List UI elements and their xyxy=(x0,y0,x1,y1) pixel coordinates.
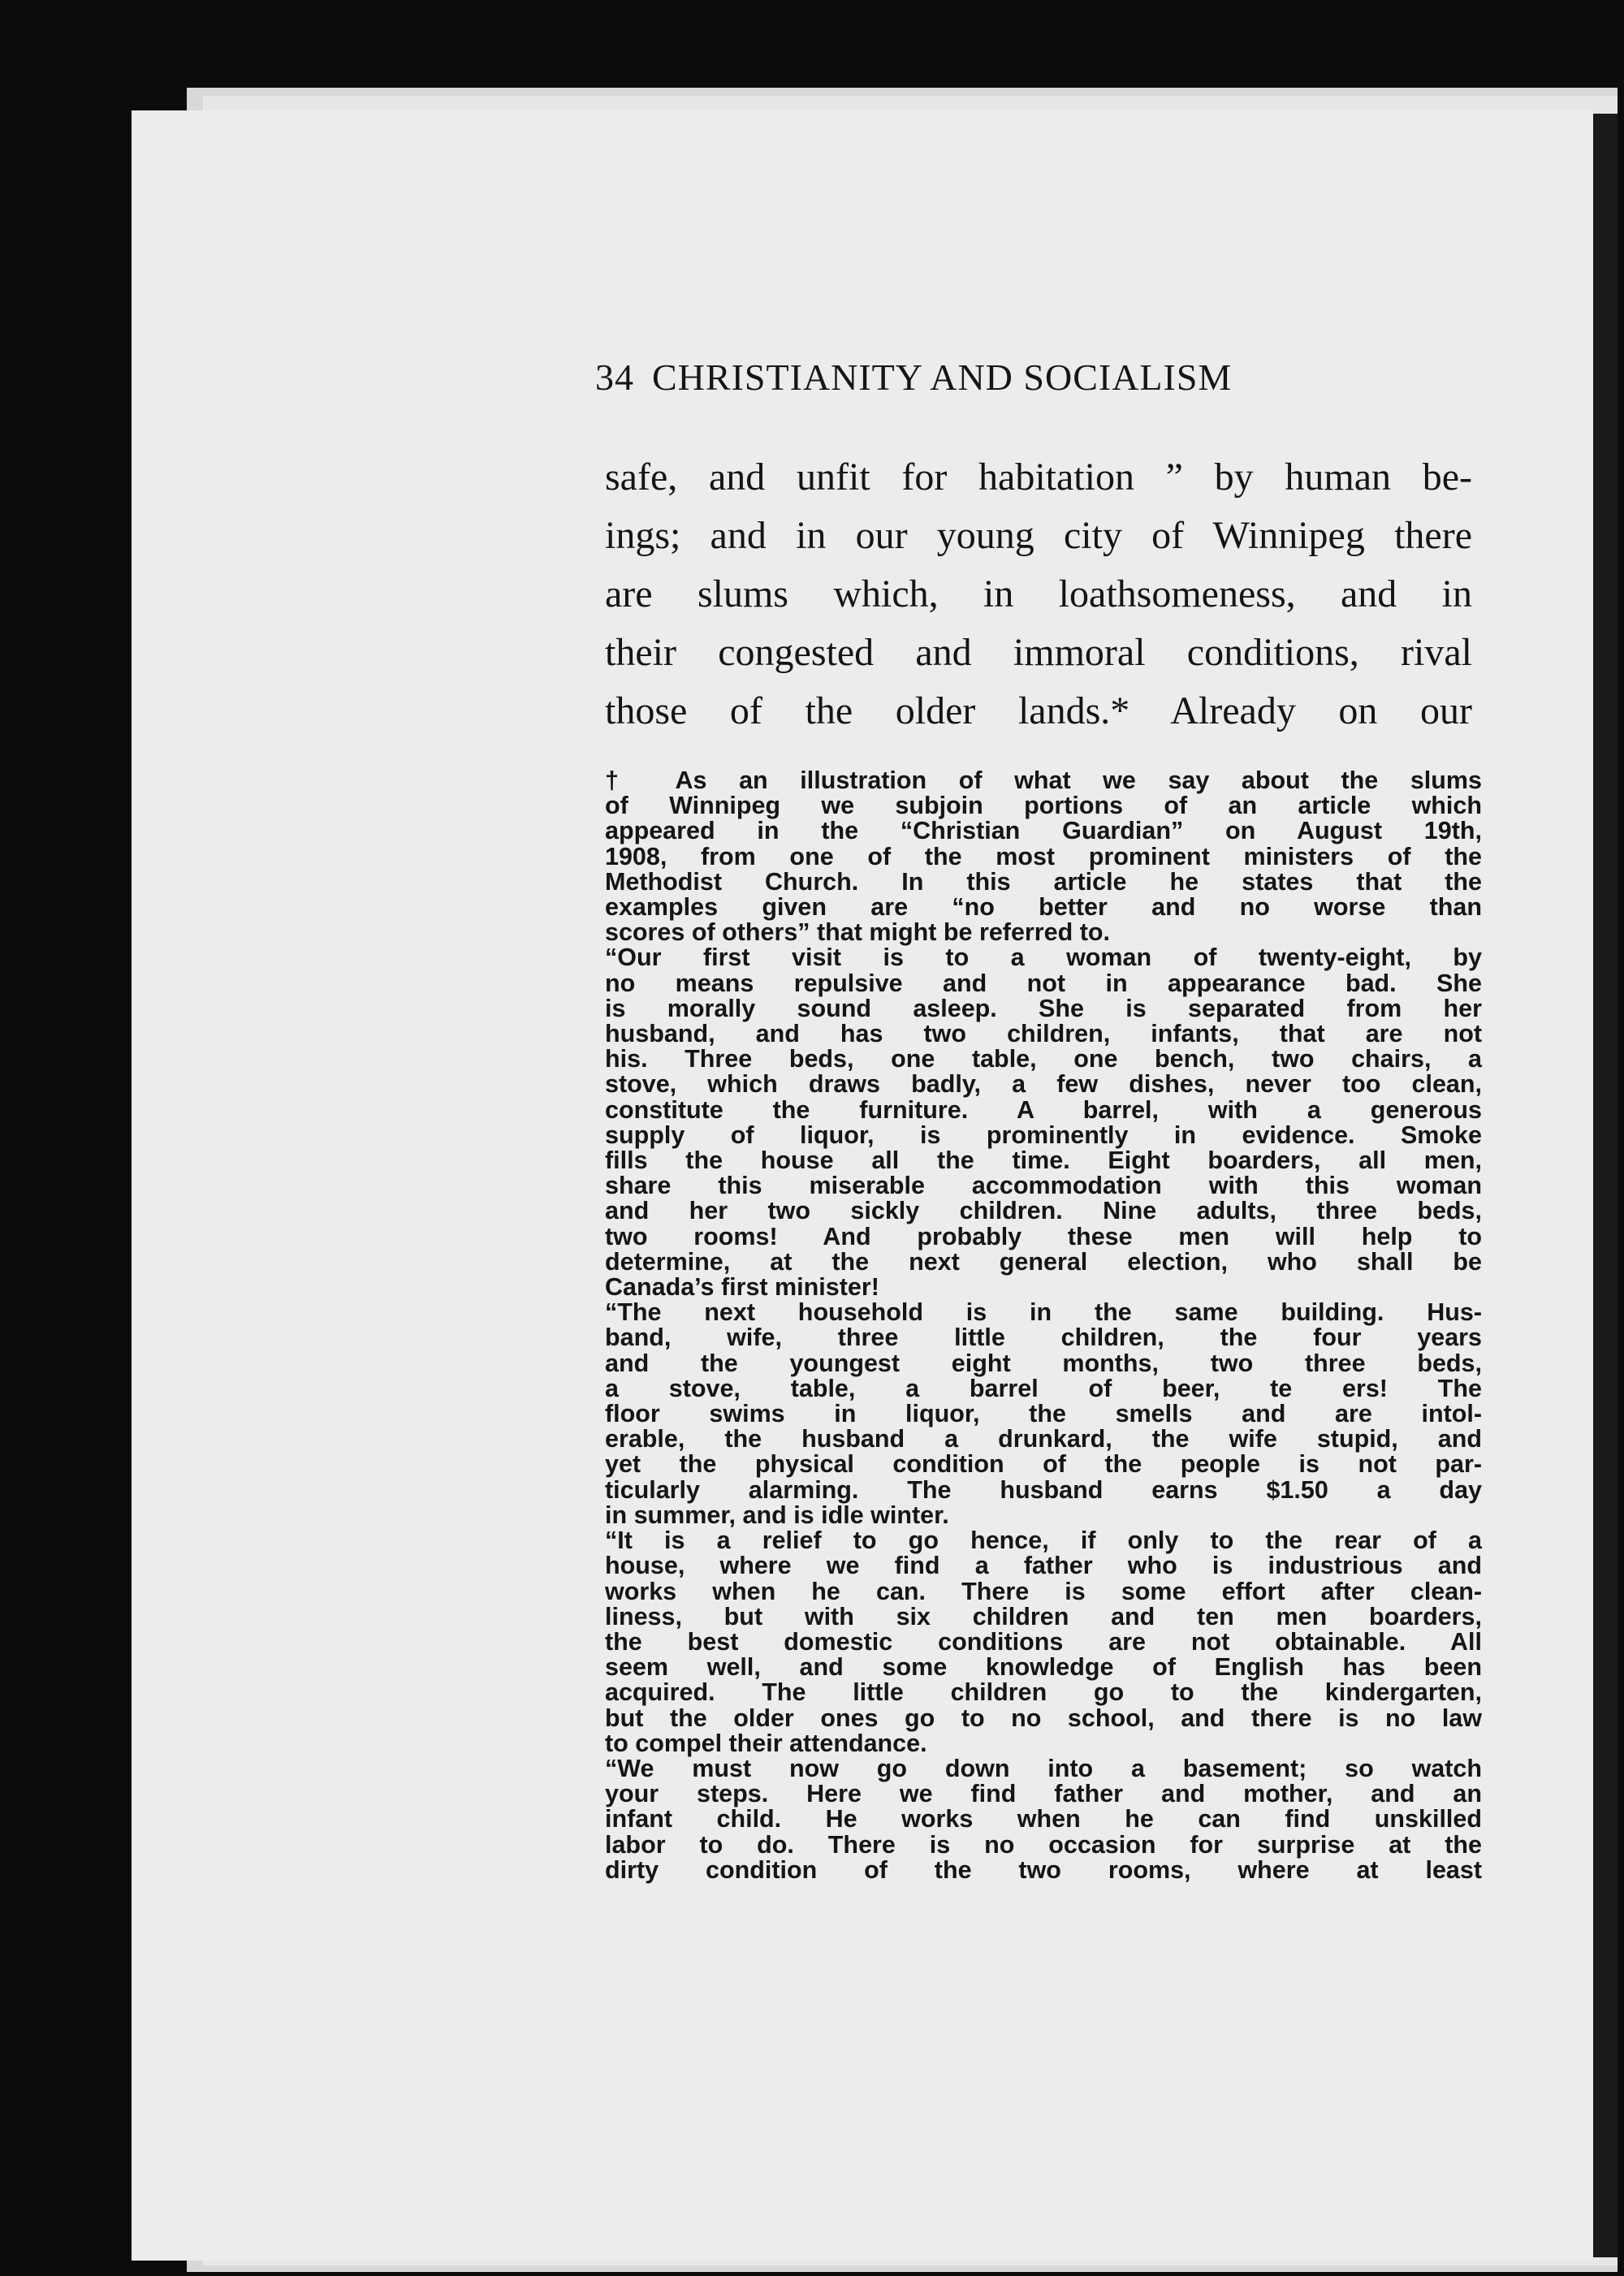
footnote-line: scores of others” that might be referred to. xyxy=(605,918,1110,947)
footnote-line: husband, and has two children, infants, that are not xyxy=(605,1020,1482,1048)
footnote-line: fills the house all the time. Eight boarders, all men, xyxy=(605,1147,1482,1175)
footnote-line: and the youngest eight months, two three beds, xyxy=(605,1349,1482,1377)
footnote-line: liness, but with six children and ten men boarders, xyxy=(605,1602,1482,1630)
body-line: their congested and immoral conditions, rival xyxy=(605,631,1472,674)
footnote-line: yet the physical condition of the people is not par- xyxy=(605,1450,1482,1479)
footnote-line: works when he can. There is some effort after clean- xyxy=(605,1577,1482,1605)
footnote-line: share this miserable accommodation with this woman xyxy=(605,1172,1482,1200)
footnote-line: ticularly alarming. The husband earns $1.50 a day xyxy=(605,1475,1482,1504)
body-text xyxy=(605,448,1472,741)
footnote-line: seem well, and some knowledge of English has been xyxy=(605,1653,1482,1682)
footnote-line: “The next household is in the same building. Hus- xyxy=(605,1298,1482,1327)
running-head xyxy=(595,356,1432,404)
footnote-line: of Winnipeg we subjoin portions of an article which xyxy=(605,792,1482,820)
footnote-line: “We must now go down into a basement; so watch xyxy=(605,1754,1482,1782)
body-line: safe, and unfit for habitation ” by human be- xyxy=(605,456,1472,499)
body-line: ings; and in our young city of Winnipeg there xyxy=(605,514,1472,557)
footnote-line: “It is a relief to go hence, if only to the rear of a xyxy=(605,1527,1482,1555)
body-line: those of the older lands.* Already on our xyxy=(605,689,1472,732)
footnote-line: house, where we find a father who is industrious and xyxy=(605,1552,1482,1580)
footnote-line: is morally sound asleep. She is separated from her xyxy=(605,994,1482,1022)
footnote-line: the best domestic conditions are not obtainable. All xyxy=(605,1627,1482,1656)
footnote-line: determine, at the next general election, who shall be xyxy=(605,1247,1482,1276)
footnote-line: his. Three beds, one table, one bench, two chairs, a xyxy=(605,1045,1482,1073)
page-number: 34 xyxy=(595,356,634,398)
footnote-line: to compel their attendance. xyxy=(605,1729,927,1757)
footnote-line: in summer, and is idle winter. xyxy=(605,1501,949,1529)
footnote-line: Methodist Church. In this article he states that the xyxy=(605,867,1482,896)
footnote-line: but the older ones go to no school, and there is no law xyxy=(605,1704,1482,1732)
footnote-line: stove, which draws badly, a few dishes, never too clean, xyxy=(605,1070,1482,1099)
footnote-line: floor swims in liquor, the smells and are intol- xyxy=(605,1400,1482,1428)
body-line: are slums which, in loathsomeness, and in xyxy=(605,572,1472,615)
footnote-line: erable, the husband a drunkard, the wife stupid, and xyxy=(605,1425,1482,1453)
footnote-line: your steps. Here we find father and mother, and an xyxy=(605,1780,1482,1808)
footnote-line: supply of liquor, is prominently in evidence. Smoke xyxy=(605,1121,1482,1149)
footnote-line: 1908, from one of the most prominent ministers of the xyxy=(605,842,1482,870)
footnote-line: “Our first visit is to a woman of twenty-eight, by xyxy=(605,944,1482,972)
footnote-line: a stove, table, a barrel of beer, te ers! The xyxy=(605,1374,1482,1402)
footnote-line: labor to do. There is no occasion for surprise at the xyxy=(605,1830,1482,1859)
footnote-line: † As an illustration of what we say about the slums xyxy=(605,767,1482,794)
footnote xyxy=(605,768,1482,1883)
footnote-line: band, wife, three little children, the four years xyxy=(605,1324,1482,1352)
footnote-line: dirty condition of the two rooms, where at least xyxy=(605,1855,1482,1884)
book-title: CHRISTIANITY AND SOCIALISM xyxy=(652,356,1233,398)
footnote-line: infant child. He works when he can find unskilled xyxy=(605,1805,1482,1833)
footnote-line: no means repulsive and not in appearance bad. She xyxy=(605,969,1482,997)
footnote-line: and her two sickly children. Nine adults, three beds, xyxy=(605,1197,1482,1225)
footnote-line: examples given are “no better and no worse than xyxy=(605,893,1482,922)
footnote-line: constitute the furniture. A barrel, with a generous xyxy=(605,1095,1482,1124)
page-right-edge xyxy=(1593,114,1618,2257)
footnote-line: appeared in the “Christian Guardian” on August 19th, xyxy=(605,817,1482,845)
footnote-line: Canada’s first minister! xyxy=(605,1273,879,1302)
footnote-line: acquired. The little children go to the kindergarten, xyxy=(605,1678,1482,1707)
footnote-line: two rooms! And probably these men will help to xyxy=(605,1222,1482,1250)
